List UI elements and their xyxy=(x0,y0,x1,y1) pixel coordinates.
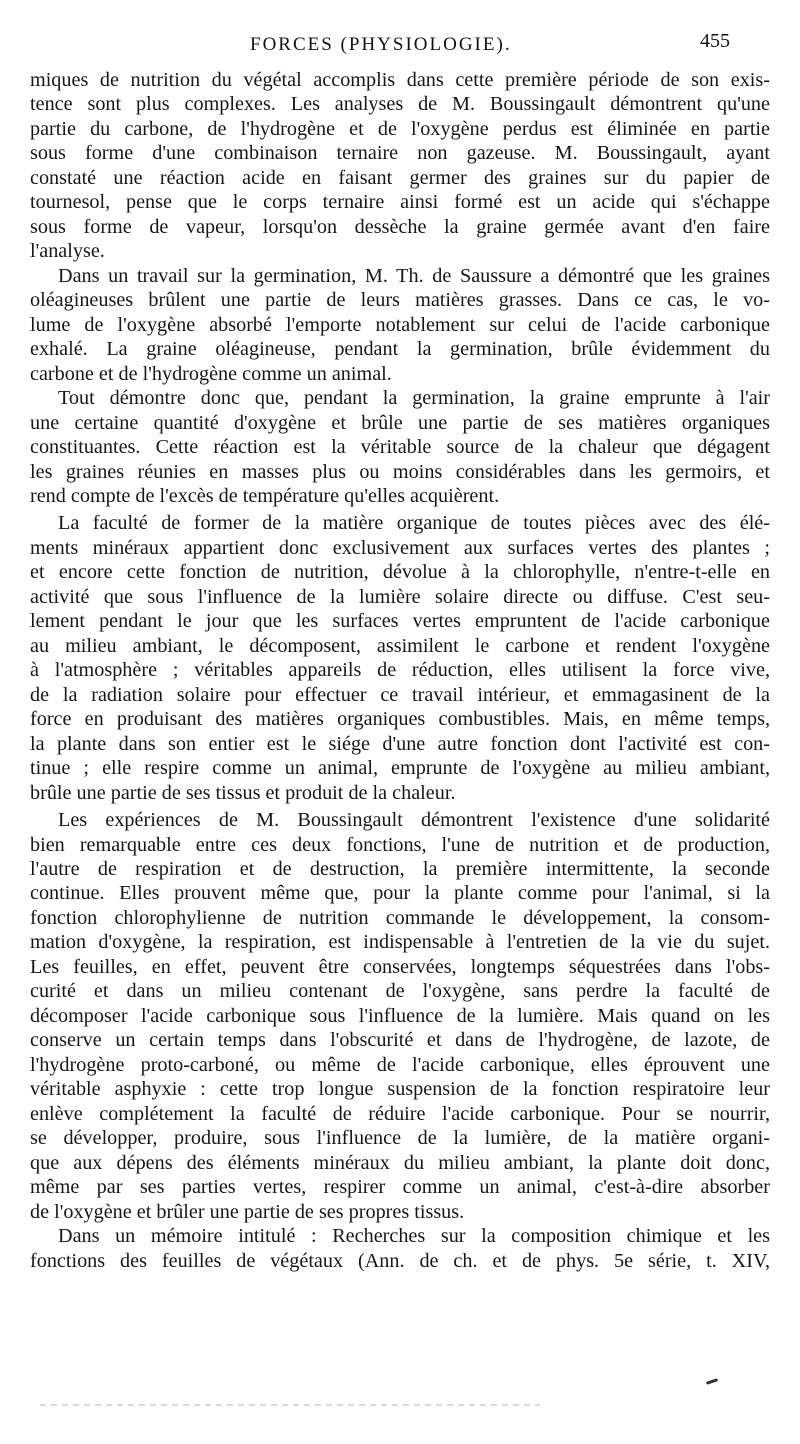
text-line: l'hydrogène proto-carboné, ou même de l'acide carbonique, elles éprouvent une xyxy=(30,1053,770,1076)
text-line: sous forme de vapeur, lorsqu'on dessèche la graine germée avant d'en faire xyxy=(30,215,770,238)
text-line: exhalé. La graine oléagineuse, pendant la germination, brûle évidemment du xyxy=(30,338,770,361)
text-line: au milieu ambiant, le décomposent, assimilent le carbone et rendent l'oxygène xyxy=(30,634,770,657)
text-line: miques de nutrition du végétal accomplis dans cette première période de son exis- xyxy=(30,69,770,91)
text-line: Dans un travail sur la germination, M. Th. de Saussure a démontré que les graines xyxy=(58,264,770,287)
text-line: bien remarquable entre ces deux fonctions, l'une de nutrition et de production, xyxy=(30,833,770,856)
text-line: constituantes. Cette réaction est la véritable source de la chaleur que dégagent xyxy=(30,436,770,459)
text-line: brûle une partie de ses tissus et produit de la chaleur. xyxy=(30,781,456,804)
text-line: ments minéraux appartient donc exclusivement aux surfaces vertes des plantes ; xyxy=(30,536,770,559)
text-line: la plante dans son entier est le siége d'une autre fonction dont l'activité est con- xyxy=(30,732,770,755)
text-line: tinue ; elle respire comme un animal, emprunte de l'oxygène au milieu ambiant, xyxy=(30,757,770,780)
text-line: de l'oxygène et brûler une partie de ses propres tissus. xyxy=(30,1200,465,1223)
text-line: et encore cette fonction de nutrition, dévolue à la chlorophylle, n'entre-t-elle en xyxy=(30,561,770,584)
text-line: Les expériences de M. Boussingault démontrent l'existence d'une solidarité xyxy=(58,809,770,832)
text-line: l'autre de respiration et de destruction, la première intermittente, la seconde xyxy=(30,858,770,880)
ink-mark xyxy=(706,1378,718,1385)
text-line: même par ses parties vertes, respirer comme un animal, c'est-à-dire absorber xyxy=(30,1176,770,1199)
text-line: activité que sous l'influence de la lumière solaire directe ou diffuse. C'est seu- xyxy=(30,585,770,608)
text-line: oléagineuses brûlent une partie de leurs matières grasses. Dans ce cas, le vo- xyxy=(30,289,770,312)
text-line: force en produisant des matières organiques combustibles. Mais, en même temps, xyxy=(30,708,770,731)
text-line: tence sont plus complexes. Les analyses de M. Boussingault démontrent qu'une xyxy=(30,93,770,116)
text-line: fonction chlorophylienne de nutrition commande le développement, la consom- xyxy=(30,906,770,929)
text-line: à l'atmosphère ; véritables appareils de réduction, elles utilisent la force vive, xyxy=(30,659,770,682)
text-line: carbone et de l'hydrogène comme un animal. xyxy=(30,362,392,385)
text-line: constaté une réaction acide en faisant germer des graines sur du papier de xyxy=(30,166,770,189)
text-line: rend compte de l'excès de température qu'elles acquièrent. xyxy=(30,484,500,507)
running-head: FORCES (PHYSIOLOGIE). xyxy=(250,34,512,55)
page-number: 455 xyxy=(700,30,730,52)
text-line: curité et dans un milieu contenant de l'oxygène, sans perdre la faculté de xyxy=(30,980,770,1003)
faded-footer-line xyxy=(40,1404,540,1406)
text-line: se développer, produire, sous l'influence de la lumière, de la matière organi- xyxy=(30,1127,770,1150)
text-line: les graines réunies en masses plus ou moins considérables dans les germoirs, et xyxy=(30,460,770,483)
text-line: fonctions des feuilles de végétaux (Ann. de ch. et de phys. 5e série, t. XIV, xyxy=(30,1249,770,1272)
body-text xyxy=(30,68,770,1273)
text-line: véritable asphyxie : cette trop longue suspension de la fonction respiratoire leur xyxy=(30,1078,770,1101)
text-line: partie du carbone, de l'hydrogène et de l'oxygène perdus est éliminée en partie xyxy=(30,117,770,140)
text-line: Les feuilles, en effet, peuvent être conservées, longtemps séquestrées dans l'obs- xyxy=(30,955,770,978)
text-line: lume de l'oxygène absorbé l'emporte notablement sur celui de l'acide carbonique xyxy=(30,313,770,336)
text-line: continue. Elles prouvent même que, pour la plante comme pour l'animal, si la xyxy=(30,882,770,905)
text-line: conserve un certain temps dans l'obscurité et dans de l'hydrogène, de lazote, de xyxy=(30,1029,770,1052)
text-line: enlève complétement la faculté de réduire l'acide carbonique. Pour se nourrir, xyxy=(30,1102,770,1125)
text-line: que aux dépens des éléments minéraux du milieu ambiant, la plante doit donc, xyxy=(30,1151,770,1174)
text-line: sous forme d'une combinaison ternaire non gazeuse. M. Boussingault, ayant xyxy=(30,142,770,165)
text-line: Dans un mémoire intitulé : Recherches sur la composition chimique et les xyxy=(58,1225,770,1248)
text-line: de la radiation solaire pour effectuer ce travail intérieur, et emmagasinent de la xyxy=(30,683,770,706)
text-line: mation d'oxygène, la respiration, est indispensable à l'entretien de la vie du sujet. xyxy=(30,931,770,954)
text-line: La faculté de former de la matière organique de toutes pièces avec des élé- xyxy=(58,512,770,535)
text-line: lement pendant le jour que les surfaces vertes empruntent de l'acide carbonique xyxy=(30,610,770,633)
text-line: décomposer l'acide carbonique sous l'influence de la lumière. Mais quand on les xyxy=(30,1004,770,1027)
text-line: l'analyse. xyxy=(30,240,105,263)
text-line: Tout démontre donc que, pendant la germination, la graine emprunte à l'air xyxy=(58,387,770,410)
text-line: tournesol, pense que le corps ternaire ainsi formé est un acide qui s'échappe xyxy=(30,191,770,214)
text-line: une certaine quantité d'oxygène et brûle une partie de ses matières organiques xyxy=(30,411,770,434)
